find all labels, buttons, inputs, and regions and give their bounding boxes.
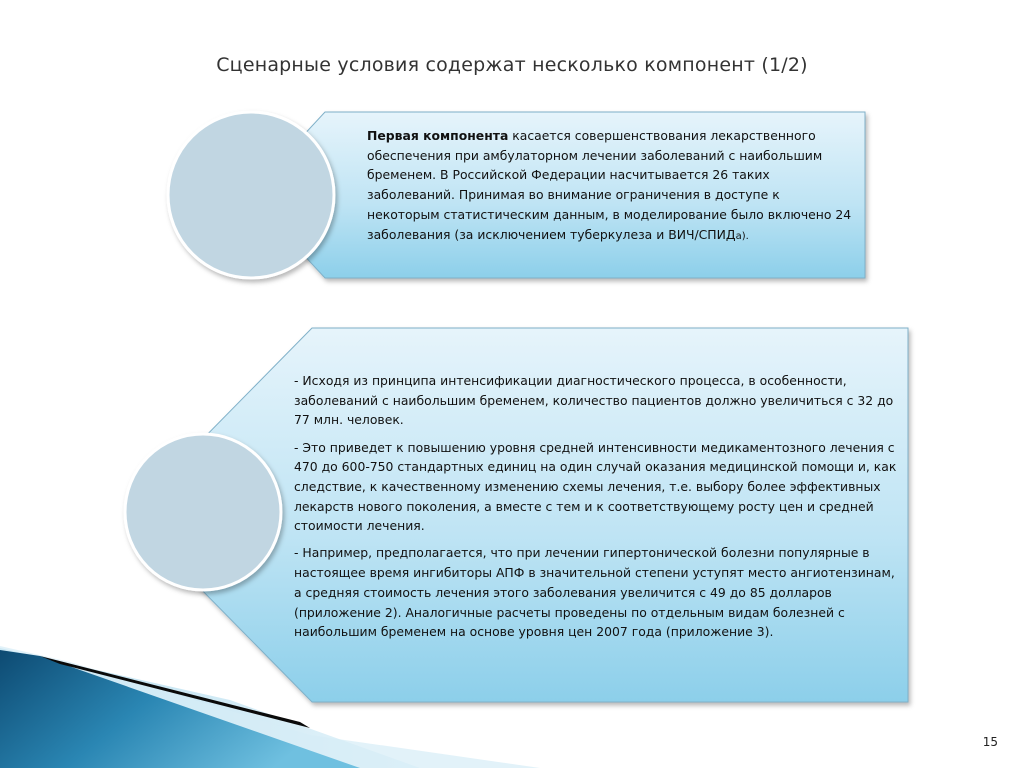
panel-2-paragraph: - Это приведет к повышению уровня средней интенсивности медикаментозного лечения с 470 до 600-750 стандартных единиц на один случай оказания медицинской помощи и, как следствие, к качественному изменению схемы лечения, т.е. выбору более эффективных лекарств нового поколения, а вместе с тем и к соответствующему росту цен и средней стоимости лечения. [294,439,897,534]
panel-1-tail: а). [735,230,749,242]
panel-1-body: касается совершенствования лекарственного обеспечения при амбулаторном лечении заболеваний с наибольшим бременем. В Российской Федерации насчитывается 26 таких заболеваний. Принимая во внимание ограничения в доступе к некоторым статистическим данным, в моделирование было включено 24 заболевания (за исключением туберкулеза и ВИЧ/СПИД [367,128,852,242]
panel-2-paragraph: - Например, предполагается, что при лечении гипертонической болезни популярные в настоящее время ингибиторы АПФ в значительной степени уступят место ангиотензинам, а средняя стоимость лечения этого заболевания увеличится с 49 до 85 долларов (приложение 2). Аналогичные расчеты проведены по отдельным видам болезней с наибольшим бременем на основе уровня цен 2007 года (приложение 3). [294,545,895,640]
slide-title: Сценарные условия содержат несколько компонент (1/2) [216,54,808,76]
panel-2-circle [125,434,281,590]
panel-1-bold-lead: Первая компонента [367,128,509,143]
panel-2-text [294,371,902,649]
panel-2-paragraph: - Исходя из принципа интенсификации диагностического процесса, в особенности, заболеваний с наибольшим бременем, количество пациентов должно увеличиться с 32 до 77 млн. человек. [294,373,894,428]
panel-1-circle [168,112,334,278]
panel-1-text [367,126,855,246]
page-number: 15 [982,735,998,749]
